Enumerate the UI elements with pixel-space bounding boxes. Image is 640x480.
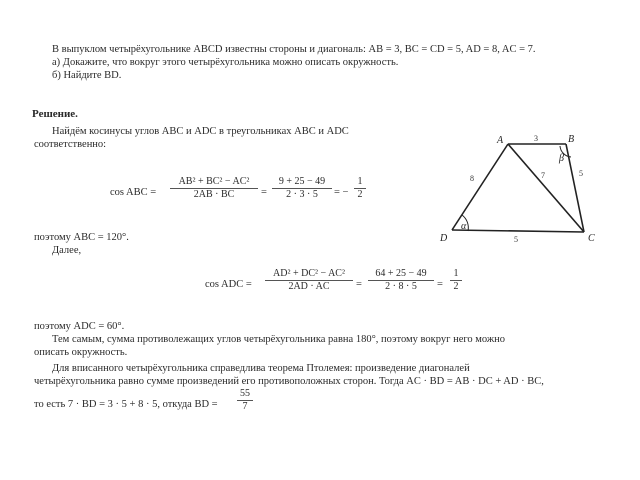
eq1-numerator-2: 9 + 25 − 49 (272, 176, 332, 189)
side-label-dc: 5 (514, 235, 518, 244)
solution-heading: Решение. (32, 108, 78, 120)
side-label-ac: 7 (541, 171, 545, 180)
bd-denominator: 7 (242, 401, 248, 412)
paragraph-2-line-3: то есть 7 · BD = 3 · 5 + 8 · 5, откуда BD = (34, 399, 218, 410)
bd-numerator: 55 (237, 388, 253, 401)
eq1-denominator: 2AB · BC (193, 189, 235, 200)
angle-alpha-label: α (461, 221, 467, 232)
problem-line-1: В выпуклом четырёхугольнике ABCD известны стороны и диагональ: AB = 3, BC = CD = 5, AD = 8, AC = 7. (52, 44, 536, 55)
paragraph-2-line-1: Для вписанного четырёхугольника справедлива теорема Птолемея: произведение диагоналей (52, 363, 470, 374)
eq2-equals-2: = (437, 279, 443, 290)
solution-intro: Найдём косинусы углов ABC и ADC в треугольниках ABC и ADC (52, 126, 349, 137)
side-label-ad: 8 (470, 174, 474, 183)
side-ad (452, 144, 508, 230)
angle-beta-label: β (559, 153, 564, 164)
eq2-lhs: cos ADC = (205, 279, 252, 290)
eq2-denominator-2: 2 · 8 · 5 (385, 281, 417, 292)
eq2-equals: = (356, 279, 362, 290)
paragraph-2-line-2: четырёхугольника равно сумме произведений его противоположных сторон. Тогда AC · BD = AB · DC + AD · BC, (34, 376, 544, 387)
side-dc (452, 230, 584, 232)
solution-intro-2: соответственно: (34, 139, 107, 150)
dalee-text: Далее, (52, 245, 82, 256)
diagonal-ac (508, 144, 584, 232)
paragraph-1-line-1: Тем самым, сумма противолежащих углов четырёхугольника равна 180°, поэтому вокруг него можно (52, 334, 506, 345)
eq1-lhs: cos ABC = (110, 187, 157, 198)
eq2-numerator: AD² + DC² − AC² (265, 268, 353, 281)
eq2-numerator-2: 64 + 25 − 49 (368, 268, 434, 281)
side-label-ab: 3 (534, 134, 538, 143)
eq1-numerator: AB² + BC² − AC² (170, 176, 258, 189)
vertex-label-d: D (440, 233, 448, 244)
eq1-equals-minus: = − (334, 187, 349, 198)
side-bc (566, 144, 584, 232)
eq1-equals: = (261, 187, 267, 198)
vertex-label-c: C (588, 233, 595, 244)
problem-part-b: б) Найдите BD. (52, 70, 122, 81)
paragraph-1-line-2: описать окружность. (34, 347, 128, 358)
eq2-numerator-3: 1 (450, 268, 462, 281)
side-label-bc: 5 (579, 169, 583, 178)
problem-part-a: а) Докажите, что вокруг этого четырёхугольника можно описать окружность. (52, 57, 399, 68)
vertex-label-b: B (568, 134, 575, 145)
eq2-denominator: 2AD · AC (288, 281, 330, 292)
result-angle-abc: поэтому ABC = 120°. (34, 232, 129, 243)
eq1-denominator-2: 2 · 3 · 5 (286, 189, 318, 200)
eq2-denominator-3: 2 (453, 281, 459, 292)
eq1-denominator-3: 2 (357, 189, 363, 200)
result-angle-adc: поэтому ADC = 60°. (34, 321, 125, 332)
eq1-numerator-3: 1 (354, 176, 366, 189)
vertex-label-a: A (497, 135, 504, 146)
